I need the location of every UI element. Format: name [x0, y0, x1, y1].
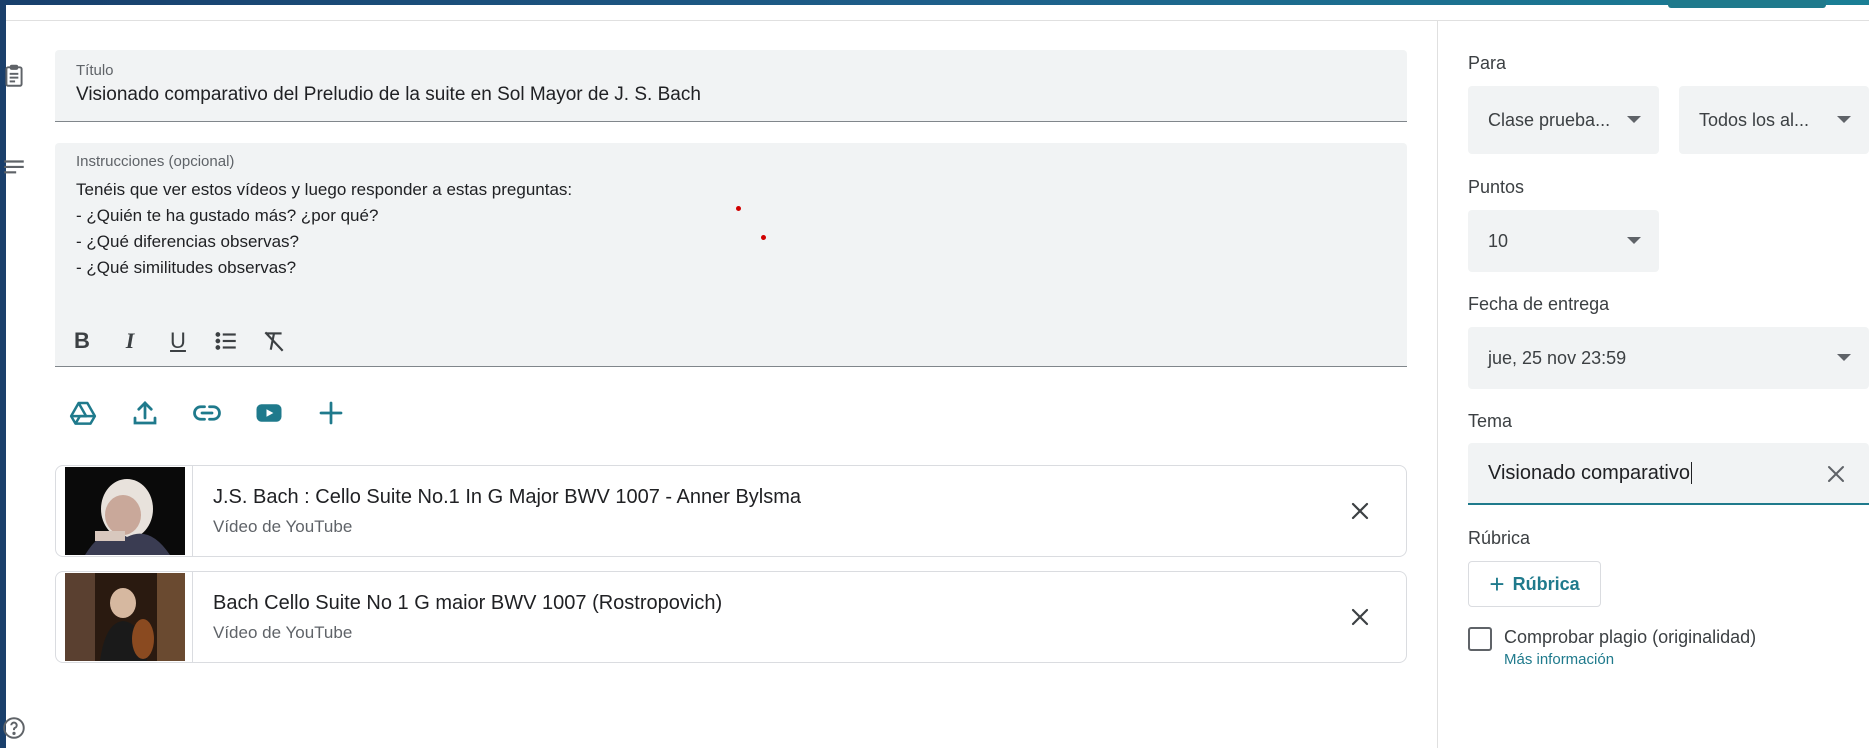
attachment-title[interactable]: J.S. Bach : Cello Suite No.1 In G Major BWV 1007 - Anner Bylsma: [213, 485, 802, 508]
dropdown-arrow-icon: [1837, 116, 1851, 123]
assignment-settings-panel: [1468, 0, 1869, 748]
attachment-toolbar: [65, 395, 349, 431]
add-more-button[interactable]: [313, 395, 349, 431]
close-icon: [1824, 462, 1848, 486]
attachment-type: Vídeo de YouTube: [213, 622, 353, 642]
title-field-label: Título: [76, 62, 114, 79]
instructions-line: - ¿Quién te ha gustado más? ¿por qué?: [76, 206, 379, 225]
bold-button[interactable]: B: [74, 328, 90, 353]
card-divider: [192, 465, 193, 557]
points-select[interactable]: [1468, 210, 1659, 272]
rubric-label: Rúbrica: [1468, 528, 1531, 548]
card-divider: [192, 571, 193, 663]
clear-topic-button[interactable]: [1821, 459, 1851, 489]
annotation-dot: [736, 206, 741, 211]
plagiarism-checkbox[interactable]: [1468, 627, 1492, 651]
left-window-border: [0, 0, 6, 748]
topic-input-value: Visionado comparativo: [1488, 461, 1690, 484]
underline-button[interactable]: U: [170, 328, 186, 353]
students-select-value: Todos los al...: [1699, 109, 1810, 130]
close-icon: [1348, 499, 1372, 523]
topic-input[interactable]: [1468, 443, 1869, 505]
instructions-field-label: Instrucciones (opcional): [76, 153, 235, 170]
attachment-info: [213, 592, 1340, 643]
plus-icon: +: [1489, 569, 1505, 599]
plagiarism-check-row: [1468, 627, 1756, 668]
description-lines-icon: [0, 154, 28, 182]
due-date-label: Fecha de entrega: [1468, 294, 1610, 314]
close-icon: [1348, 605, 1372, 629]
more-info-link[interactable]: Más información: [1504, 651, 1615, 668]
attachment-info: [213, 486, 1340, 537]
plagiarism-label[interactable]: Comprobar plagio (originalidad): [1504, 627, 1757, 647]
add-rubric-label: Rúbrica: [1512, 573, 1580, 594]
annotation-dot: [761, 235, 766, 240]
instructions-line: Tenéis que ver estos vídeos y luego responder a estas preguntas:: [76, 180, 573, 199]
upload-icon: [130, 398, 160, 428]
attachment-card[interactable]: [55, 465, 1407, 557]
instructions-field[interactable]: [55, 143, 1407, 367]
due-date-select[interactable]: [1468, 327, 1869, 389]
formatting-toolbar: [65, 323, 291, 359]
plus-icon: [316, 398, 346, 428]
dropdown-arrow-icon: [1837, 354, 1851, 361]
instructions-line: - ¿Qué diferencias observas?: [76, 232, 299, 251]
video-thumbnail: [65, 467, 185, 555]
link-icon: [192, 398, 222, 428]
clear-formatting-button[interactable]: [257, 324, 291, 358]
dropdown-arrow-icon: [1627, 237, 1641, 244]
clear-formatting-icon: [261, 328, 287, 354]
text-cursor: [1691, 462, 1692, 484]
attachment-card[interactable]: [55, 571, 1407, 663]
class-select[interactable]: [1468, 86, 1659, 154]
instructions-line: - ¿Qué similitudes observas?: [76, 258, 297, 277]
instructions-text[interactable]: [76, 177, 1386, 281]
assignment-icon: [0, 62, 28, 90]
para-label: Para: [1468, 53, 1507, 73]
assignment-main-panel: [55, 0, 1407, 748]
points-label: Puntos: [1468, 177, 1525, 197]
italic-button[interactable]: I: [125, 328, 135, 353]
google-drive-icon: [68, 398, 98, 428]
attachment-title[interactable]: Bach Cello Suite No 1 G maior BWV 1007 (Rostropovich): [213, 591, 723, 614]
points-select-value: 10: [1488, 230, 1509, 251]
google-drive-button[interactable]: [65, 395, 101, 431]
bulleted-list-icon: [213, 328, 239, 354]
bulleted-list-button[interactable]: [209, 324, 243, 358]
attachment-type: Vídeo de YouTube: [213, 516, 353, 536]
video-thumbnail: [65, 573, 185, 661]
upload-button[interactable]: [127, 395, 163, 431]
remove-attachment-button[interactable]: [1340, 491, 1380, 531]
remove-attachment-button[interactable]: [1340, 597, 1380, 637]
add-rubric-button[interactable]: [1468, 561, 1601, 607]
youtube-icon: [254, 398, 284, 428]
youtube-button[interactable]: [251, 395, 287, 431]
students-select[interactable]: [1679, 86, 1869, 154]
title-field[interactable]: [55, 50, 1407, 122]
help-icon[interactable]: [0, 714, 28, 742]
due-date-value: jue, 25 nov 23:59: [1488, 347, 1627, 368]
title-input[interactable]: Visionado comparativo del Preludio de la suite en Sol Mayor de J. S. Bach: [76, 84, 701, 105]
class-select-value: Clase prueba...: [1488, 109, 1611, 130]
dropdown-arrow-icon: [1627, 116, 1641, 123]
settings-divider: [1437, 21, 1438, 748]
link-button[interactable]: [189, 395, 225, 431]
topic-label: Tema: [1468, 411, 1513, 431]
